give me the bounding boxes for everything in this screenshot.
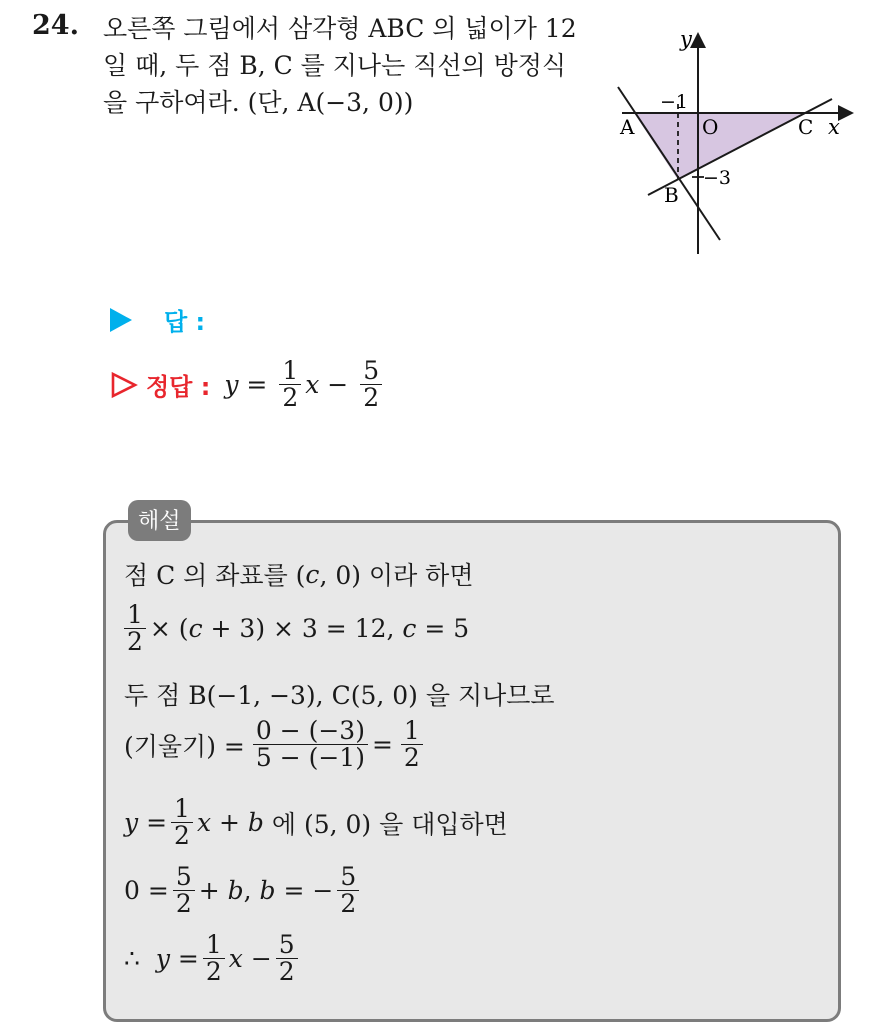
- denominator: 2: [282, 383, 299, 413]
- fraction: [253, 718, 368, 772]
- answer-label: 답 :: [164, 308, 206, 336]
- plus: +: [219, 808, 240, 838]
- text: 두 점 B(−1, −3), C(5, 0) 을 지나므로: [124, 681, 555, 710]
- correct-answer-row: [110, 358, 386, 412]
- fraction: [173, 864, 195, 918]
- denominator: 2: [363, 383, 380, 413]
- numerator: 5: [360, 358, 382, 385]
- equals: =: [246, 370, 268, 400]
- text: , 0) 이라 하면: [319, 561, 474, 590]
- solution-line-6: [124, 864, 363, 918]
- label-a: A: [620, 115, 635, 139]
- text: 점 C 의 좌표를 (: [124, 561, 306, 590]
- label-neg3: −3: [703, 167, 732, 189]
- fraction: [203, 932, 225, 986]
- text: = 5: [424, 614, 470, 644]
- var-b: b: [259, 876, 276, 906]
- var-y: y: [155, 944, 170, 974]
- var-x: x: [305, 370, 320, 400]
- label-y: y: [680, 27, 692, 51]
- numerator: 1: [171, 796, 193, 823]
- fraction: [171, 796, 193, 850]
- answer-triangle-icon: [110, 308, 132, 332]
- label-x: x: [828, 115, 840, 139]
- var-c: c: [188, 614, 203, 644]
- outline-triangle-icon: [110, 371, 138, 399]
- equals: =: [146, 808, 168, 838]
- question-number: 24.: [32, 10, 79, 41]
- denominator: 2: [175, 889, 192, 919]
- var-y: y: [124, 808, 139, 838]
- var-c: c: [305, 559, 320, 589]
- equals: =: [371, 730, 393, 760]
- numerator: 5: [276, 932, 298, 959]
- text: 에 (5, 0) 을 대입하면: [271, 809, 508, 839]
- numerator: 0 − (−3): [253, 718, 368, 745]
- solution-tag: 해설: [128, 500, 191, 541]
- plus: +: [198, 876, 220, 906]
- equals-minus: = −: [283, 876, 334, 906]
- denominator: 2: [205, 957, 222, 987]
- correct-answer-equation: [224, 358, 386, 412]
- var-y: y: [224, 370, 239, 400]
- denominator: 5 − (−1): [255, 743, 365, 773]
- minus: −: [250, 944, 272, 974]
- label-o: O: [702, 115, 719, 139]
- denominator: 2: [127, 627, 143, 657]
- question-line-2: 일 때, 두 점 B, C 를 지나는 직선의 방정식: [103, 51, 567, 80]
- solution-line-2: [124, 602, 469, 656]
- denominator: 2: [340, 889, 357, 919]
- question-line-1: 오른쪽 그림에서 삼각형 ABC 의 넓이가 12: [103, 14, 577, 43]
- numerator: 1: [401, 718, 423, 745]
- solution-line-4: [124, 718, 427, 772]
- text: 0 =: [124, 876, 169, 906]
- denominator: 2: [174, 821, 190, 851]
- fraction: [337, 864, 359, 918]
- fraction: [360, 358, 382, 412]
- label-neg1: −1: [660, 91, 689, 113]
- solution-line-1: [124, 556, 473, 592]
- coordinate-figure: [608, 22, 870, 262]
- var-b: b: [247, 808, 264, 838]
- numerator: 1: [203, 932, 225, 959]
- denominator: 2: [278, 957, 295, 987]
- question-text: [103, 10, 603, 121]
- fraction: [276, 932, 298, 986]
- text: (기울기) =: [124, 731, 245, 761]
- solution-line-3: [124, 676, 555, 712]
- correct-answer-label: 정답 :: [146, 373, 211, 402]
- numerator: 1: [279, 358, 301, 385]
- therefore-symbol: ∴: [124, 944, 140, 974]
- text: × (: [149, 614, 189, 644]
- equals: =: [177, 944, 199, 974]
- numerator: 5: [173, 864, 195, 891]
- var-x: x: [196, 808, 212, 838]
- minus: −: [327, 370, 349, 400]
- label-c: C: [798, 115, 814, 139]
- solution-line-5: [124, 796, 508, 850]
- label-b: B: [664, 183, 679, 207]
- answer-row: [110, 302, 205, 337]
- fraction: [401, 718, 423, 772]
- fraction: [279, 358, 301, 412]
- question-line-3: 을 구하여라. (단, A(−3, 0)): [103, 88, 414, 117]
- numerator: 5: [337, 864, 359, 891]
- numerator: 1: [124, 602, 146, 629]
- comma: ,: [243, 876, 252, 906]
- fraction: [124, 602, 146, 656]
- denominator: 2: [403, 743, 420, 773]
- var-c: c: [402, 614, 417, 644]
- var-x: x: [228, 944, 243, 974]
- solution-line-7: [124, 932, 302, 986]
- text: + 3) × 3 = 12,: [210, 614, 395, 644]
- var-b: b: [227, 876, 244, 906]
